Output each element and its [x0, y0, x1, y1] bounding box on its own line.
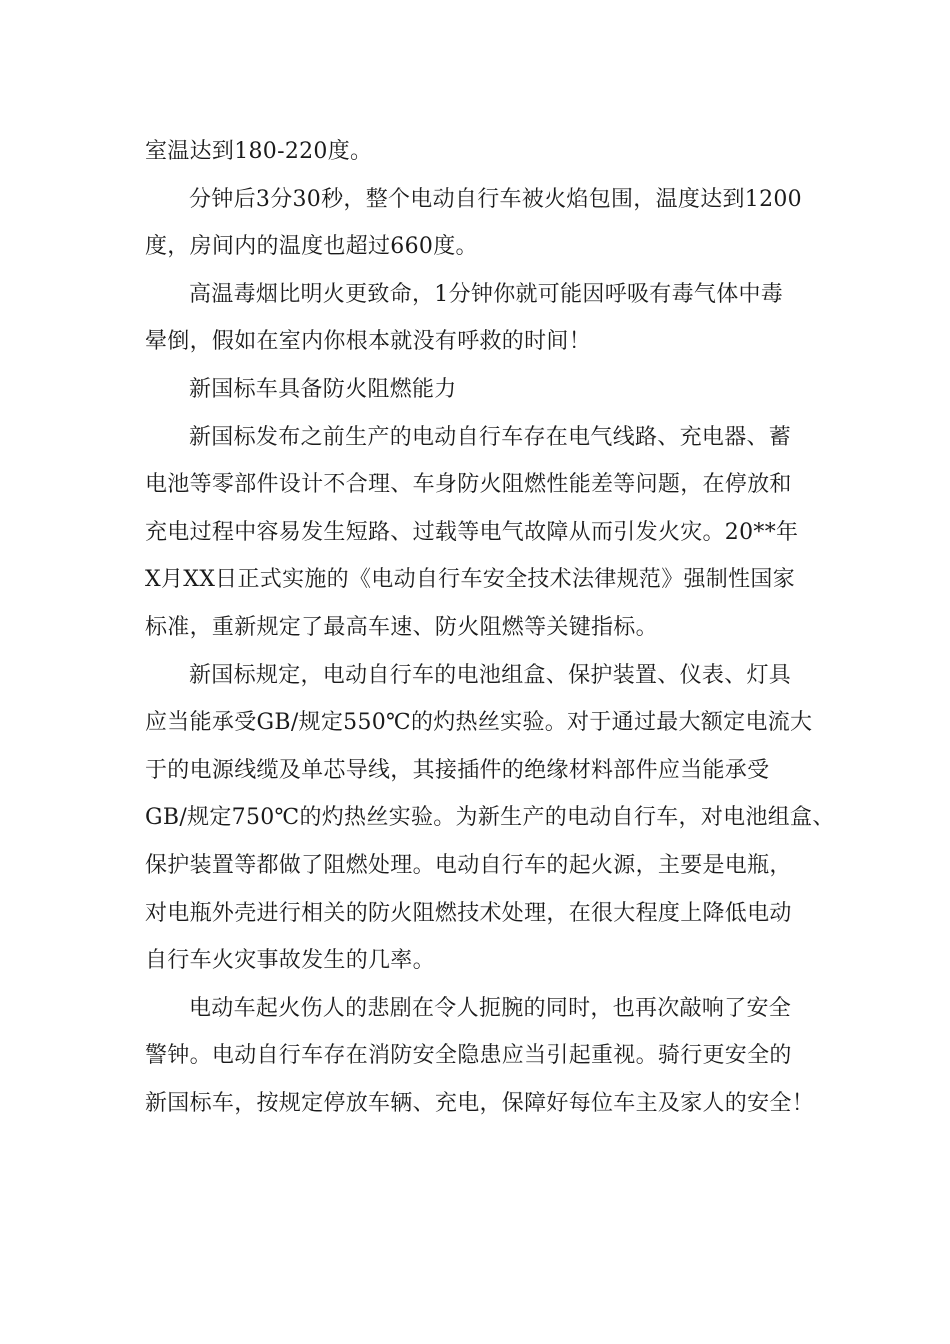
text-line-1: 室温达到180-220度。 [145, 139, 373, 164]
text-line-18: 自行车火灾事故发生的几率。 [145, 948, 435, 974]
text-line-15: GB/规定750℃的灼热丝实验。为新生产的电动自行车，对电池组盒、 [145, 805, 835, 831]
text-line-11: 标准，重新规定了最高车速、防火阻燃等关键指标。 [145, 614, 658, 640]
text-line-4: 高温毒烟比明火更致命，1分钟你就可能因呼吸有毒气体中毒 [189, 281, 784, 307]
text-line-20: 警钟。电动自行车存在消防安全隐患应当引起重视。骑行更安全的 [145, 1043, 792, 1069]
text-line-19: 电动车起火伤人的悲剧在令人扼腕的同时，也再次敲响了安全 [189, 995, 792, 1021]
text-line-8: 电池等零部件设计不合理、车身防火阻燃性能差等问题，在停放和 [145, 472, 792, 498]
document-body [145, 128, 835, 1127]
text-line-2: 分钟后3分30秒，整个电动自行车被火焰包围，温度达到1200 [189, 186, 802, 212]
text-line-17: 对电瓶外壳进行相关的防火阻燃技术处理，在很大程度上降低电动 [145, 900, 792, 926]
text-line-3: 度，房间内的温度也超过660度。 [145, 234, 478, 260]
text-line-16: 保护装置等都做了阻燃处理。电动自行车的起火源，主要是电瓶， [145, 852, 792, 878]
text-line-10: X月XX日正式实施的《电动自行车安全技术法律规范》强制性国家 [145, 567, 795, 593]
text-line-12: 新国标规定，电动自行车的电池组盒、保护装置、仪表、灯具 [189, 662, 792, 688]
section-heading: 新国标车具备防火阻燃能力 [189, 376, 457, 402]
text-line-14: 于的电源线缆及单芯导线，其接插件的绝缘材料部件应当能承受 [145, 757, 770, 783]
text-line-21: 新国标车，按规定停放车辆、充电，保障好每位车主及家人的安全！ [145, 1090, 815, 1116]
text-line-13: 应当能承受GB/规定550℃的灼热丝实验。对于通过最大额定电流大 [145, 710, 813, 736]
text-line-9: 充电过程中容易发生短路、过载等电气故障从而引发火灾。20**年 [145, 519, 799, 545]
text-line-5: 晕倒，假如在室内你根本就没有呼救的时间！ [145, 329, 592, 355]
text-line-7: 新国标发布之前生产的电动自行车存在电气线路、充电器、蓄 [189, 424, 792, 450]
